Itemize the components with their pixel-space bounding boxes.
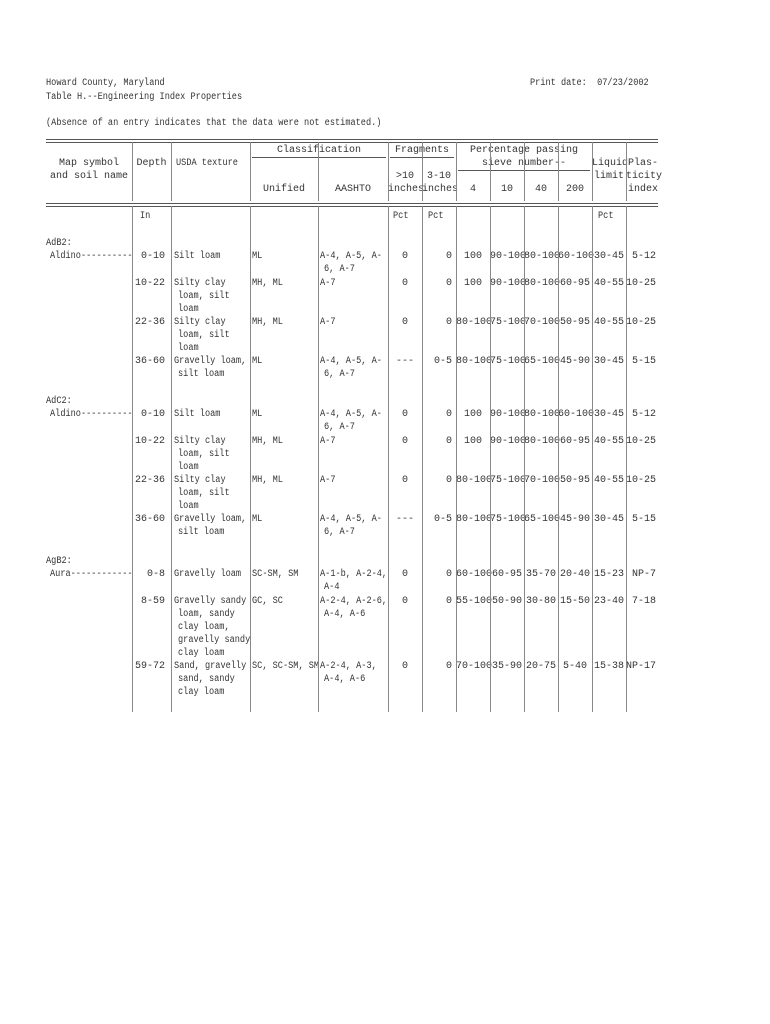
sieve-4-value: 80-100 (456, 475, 493, 486)
county-name: Howard County, Maryland (46, 78, 165, 89)
column-divider (422, 206, 423, 712)
unified-class: ML (252, 514, 263, 525)
column-divider (490, 142, 491, 201)
depth-value: 36-60 (134, 356, 165, 367)
header-plasticity-3: index (627, 184, 658, 195)
fragments-gt10: 0 (401, 436, 408, 447)
sieve-200-value: 60-95 (559, 436, 590, 447)
print-date: Print date: 07/23/2002 (530, 78, 649, 89)
unified-class: ML (252, 356, 263, 367)
header-plasticity-1: Plas- (627, 158, 658, 169)
column-divider (558, 142, 559, 201)
sieve-40-value: 80-100 (524, 409, 561, 420)
header-sieve-200: 200 (565, 184, 584, 195)
aashto-class: A-4, A-5, A- (320, 356, 382, 367)
usda-texture: Gravelly loam, (174, 514, 247, 525)
aashto-class: A-7 (320, 436, 336, 447)
column-divider (250, 206, 251, 712)
column-divider (388, 206, 389, 712)
fragments-gt10: --- (395, 514, 414, 525)
sieve-10-value: 75-100 (490, 317, 527, 328)
column-divider (592, 206, 593, 712)
aashto-class: 6, A-7 (324, 369, 355, 380)
sieve-40-value: 30-80 (525, 596, 556, 607)
usda-texture: silt loam (178, 527, 225, 538)
unified-class: SC, SC-SM, SM (252, 661, 320, 672)
unified-class: MH, ML (252, 317, 283, 328)
fragments-3-10: 0 (445, 436, 452, 447)
sieve-200-value: 5-40 (562, 661, 587, 672)
fragments-3-10: 0 (445, 251, 452, 262)
header-unified: Unified (262, 184, 305, 195)
column-divider (626, 142, 627, 201)
column-divider (132, 142, 133, 201)
fragments-gt10: 0 (401, 409, 408, 420)
liquid-limit-value: 40-55 (593, 475, 624, 486)
sieve-4-value: 80-100 (456, 356, 493, 367)
column-divider (171, 142, 172, 201)
sieve-200-value: 45-90 (559, 356, 590, 367)
header-sieve-4: 4 (469, 184, 476, 195)
header-plasticity-2: ticity (626, 171, 663, 182)
fragments-gt10: 0 (401, 278, 408, 289)
usda-texture: Silty clay (174, 278, 226, 289)
fragments-gt10: 0 (401, 569, 408, 580)
column-divider (250, 142, 251, 201)
unified-class: GC, SC (252, 596, 283, 607)
usda-texture: loam (178, 501, 199, 512)
plasticity-index-value: 5-15 (631, 514, 656, 525)
liquid-limit-value: 40-55 (593, 317, 624, 328)
usda-texture: clay loam (178, 648, 225, 659)
sieve-200-value: 60-100 (558, 409, 595, 420)
depth-value: 0-10 (140, 409, 165, 420)
depth-value: 0-10 (140, 251, 165, 262)
aashto-class: A-4, A-6 (324, 609, 366, 620)
aashto-class: A-2-4, A-2-6, (320, 596, 388, 607)
plasticity-index-value: 10-25 (626, 317, 657, 328)
column-divider (388, 142, 389, 201)
aashto-class: 6, A-7 (324, 422, 355, 433)
aashto-class: 6, A-7 (324, 264, 355, 275)
header-fragments: Fragments (394, 145, 449, 156)
usda-texture: loam, silt (178, 330, 230, 341)
unit-frag-3-10: Pct (428, 211, 444, 222)
sieve-200-value: 50-95 (559, 317, 590, 328)
fragments-3-10: 0-5 (433, 356, 452, 367)
usda-texture: Silty clay (174, 317, 226, 328)
unified-class: MH, ML (252, 436, 283, 447)
plasticity-index-value: 10-25 (626, 278, 657, 289)
map-symbol: AgB2: (46, 556, 72, 567)
soil-name: Aldino---------- (50, 409, 133, 420)
header-frag-gt10-unit: inches (388, 184, 425, 195)
depth-value: 10-22 (134, 436, 165, 447)
fragments-3-10: 0 (445, 278, 452, 289)
unified-class: SC-SM, SM (252, 569, 299, 580)
aashto-class: A-2-4, A-3, (320, 661, 377, 672)
depth-value: 8-59 (140, 596, 165, 607)
usda-texture: loam (178, 462, 199, 473)
fragments-gt10: 0 (401, 475, 408, 486)
depth-value: 10-22 (134, 278, 165, 289)
fragments-3-10: 0 (445, 661, 452, 672)
aashto-class: A-1-b, A-2-4, (320, 569, 388, 580)
classification-rule (252, 157, 386, 158)
usda-texture: clay loam, (178, 622, 230, 633)
column-divider (524, 206, 525, 712)
depth-value: 36-60 (134, 514, 165, 525)
usda-texture: loam, sandy (178, 609, 235, 620)
aashto-class: A-7 (320, 475, 336, 486)
usda-texture: gravelly sandy (178, 635, 251, 646)
sieve-200-value: 20-40 (559, 569, 590, 580)
sieve-200-value: 50-95 (559, 475, 590, 486)
liquid-limit-value: 15-23 (593, 569, 624, 580)
usda-texture: Gravelly loam (174, 569, 242, 580)
fragments-3-10: 0 (445, 317, 452, 328)
liquid-limit-value: 30-45 (593, 409, 624, 420)
sieve-4-value: 100 (463, 278, 482, 289)
header-soil-name: and soil name (49, 171, 128, 182)
plasticity-index-value: 5-12 (631, 251, 656, 262)
usda-texture: Silt loam (174, 251, 221, 262)
usda-texture: Silty clay (174, 436, 226, 447)
column-divider (318, 142, 319, 201)
fragments-3-10: 0 (445, 475, 452, 486)
unit-depth: In (140, 211, 151, 222)
sieve-4-value: 100 (463, 436, 482, 447)
column-divider (422, 142, 423, 201)
sieve-40-value: 80-100 (524, 278, 561, 289)
unit-liquid-limit: Pct (598, 211, 614, 222)
depth-value: 59-72 (134, 661, 165, 672)
usda-texture: sand, sandy (178, 674, 235, 685)
header-frag-3-10-unit: inches (422, 184, 459, 195)
fragments-gt10: 0 (401, 596, 408, 607)
header-sieve-10: 10 (500, 184, 513, 195)
map-symbol: AdC2: (46, 396, 72, 407)
aashto-class: A-4 (324, 582, 340, 593)
usda-texture: loam (178, 343, 199, 354)
column-divider (171, 206, 172, 712)
fragments-3-10: 0 (445, 569, 452, 580)
column-divider (456, 142, 457, 201)
column-divider (456, 206, 457, 712)
column-divider (592, 142, 593, 201)
estimate-note: (Absence of an entry indicates that the data were not estimated.) (46, 118, 382, 129)
liquid-limit-value: 40-55 (593, 436, 624, 447)
sieve-40-value: 70-100 (524, 317, 561, 328)
sieve-200-value: 15-50 (559, 596, 590, 607)
sieve-10-value: 75-100 (490, 475, 527, 486)
aashto-class: A-4, A-5, A- (320, 514, 382, 525)
table-top-rule (46, 139, 658, 143)
plasticity-index-value: 5-15 (631, 356, 656, 367)
usda-texture: Gravelly sandy (174, 596, 247, 607)
table-title: Table H.--Engineering Index Properties (46, 92, 243, 103)
fragments-gt10: 0 (401, 661, 408, 672)
usda-texture: loam, silt (178, 449, 230, 460)
plasticity-index-value: 5-12 (631, 409, 656, 420)
soil-name: Aldino---------- (50, 251, 133, 262)
sieve-10-value: 75-100 (490, 356, 527, 367)
sieve-40-value: 65-100 (524, 356, 561, 367)
header-frag-gt10: >10 (395, 171, 414, 182)
unified-class: MH, ML (252, 278, 283, 289)
usda-texture: Sand, gravelly (174, 661, 247, 672)
usda-texture: Silt loam (174, 409, 221, 420)
sieve-10-value: 90-100 (490, 436, 527, 447)
sieve-40-value: 80-100 (524, 251, 561, 262)
soil-name: Aura------------ (50, 569, 133, 580)
sieve-10-value: 50-90 (491, 596, 522, 607)
fragments-gt10: --- (395, 356, 414, 367)
sieve-40-value: 65-100 (524, 514, 561, 525)
depth-value: 22-36 (134, 475, 165, 486)
sieve-4-value: 100 (463, 409, 482, 420)
liquid-limit-value: 15-38 (593, 661, 624, 672)
sieve-200-value: 60-95 (559, 278, 590, 289)
header-classification: Classification (276, 145, 361, 156)
header-limit: limit (593, 171, 624, 182)
sieve-4-value: 80-100 (456, 317, 493, 328)
header-sieve-number: sieve number-- (481, 158, 566, 169)
unified-class: MH, ML (252, 475, 283, 486)
plasticity-index-value: NP-17 (626, 661, 657, 672)
sieve-10-value: 35-90 (491, 661, 522, 672)
usda-texture: Gravelly loam, (174, 356, 247, 367)
usda-texture: loam (178, 304, 199, 315)
aashto-class: A-4, A-6 (324, 674, 366, 685)
plasticity-index-value: 10-25 (626, 436, 657, 447)
column-divider (132, 206, 133, 712)
fragments-3-10: 0 (445, 596, 452, 607)
plasticity-index-value: 7-18 (631, 596, 656, 607)
usda-texture: silt loam (178, 369, 225, 380)
usda-texture: loam, silt (178, 291, 230, 302)
header-frag-3-10: 3-10 (426, 171, 451, 182)
unified-class: ML (252, 251, 263, 262)
aashto-class: A-4, A-5, A- (320, 251, 382, 262)
header-liquid: Liquid (592, 158, 629, 169)
fragments-3-10: 0-5 (433, 514, 452, 525)
column-divider (318, 206, 319, 712)
sieve-10-value: 90-100 (490, 278, 527, 289)
liquid-limit-value: 30-45 (593, 514, 624, 525)
column-divider (524, 142, 525, 201)
sieve-10-value: 60-95 (491, 569, 522, 580)
sieve-4-value: 60-100 (456, 569, 493, 580)
sieve-200-value: 45-90 (559, 514, 590, 525)
sieve-40-value: 35-70 (525, 569, 556, 580)
header-sieve-40: 40 (534, 184, 547, 195)
plasticity-index-value: NP-7 (631, 569, 656, 580)
header-usda-texture: USDA texture (176, 158, 238, 169)
header-map-symbol: Map symbol (58, 158, 119, 169)
liquid-limit-value: 30-45 (593, 251, 624, 262)
fragments-gt10: 0 (401, 317, 408, 328)
aashto-class: A-7 (320, 278, 336, 289)
header-aashto: AASHTO (334, 184, 371, 195)
usda-texture: Silty clay (174, 475, 226, 486)
depth-value: 22-36 (134, 317, 165, 328)
sieve-4-value: 55-100 (456, 596, 493, 607)
column-divider (490, 206, 491, 712)
column-divider (626, 206, 627, 712)
sieve-4-value: 100 (463, 251, 482, 262)
usda-texture: clay loam (178, 687, 225, 698)
liquid-limit-value: 23-40 (593, 596, 624, 607)
unified-class: ML (252, 409, 263, 420)
sieve-40-value: 20-75 (525, 661, 556, 672)
aashto-class: A-4, A-5, A- (320, 409, 382, 420)
fragments-gt10: 0 (401, 251, 408, 262)
sieve-200-value: 60-100 (558, 251, 595, 262)
sieve-10-value: 75-100 (490, 514, 527, 525)
header-pct-passing: Percentage passing (469, 145, 579, 156)
header-bottom-rule (46, 203, 658, 207)
sieve-40-value: 80-100 (524, 436, 561, 447)
header-depth: Depth (136, 158, 167, 169)
depth-value: 0-8 (146, 569, 165, 580)
sieve-4-value: 70-100 (456, 661, 493, 672)
map-symbol: AdB2: (46, 238, 72, 249)
liquid-limit-value: 40-55 (593, 278, 624, 289)
sieve-4-value: 80-100 (456, 514, 493, 525)
sieve-10-value: 90-100 (490, 251, 527, 262)
plasticity-index-value: 10-25 (626, 475, 657, 486)
fragments-3-10: 0 (445, 409, 452, 420)
sieve-10-value: 90-100 (490, 409, 527, 420)
unit-frag-gt10: Pct (393, 211, 409, 222)
aashto-class: 6, A-7 (324, 527, 355, 538)
sieve-40-value: 70-100 (524, 475, 561, 486)
column-divider (558, 206, 559, 712)
aashto-class: A-7 (320, 317, 336, 328)
usda-texture: loam, silt (178, 488, 230, 499)
liquid-limit-value: 30-45 (593, 356, 624, 367)
